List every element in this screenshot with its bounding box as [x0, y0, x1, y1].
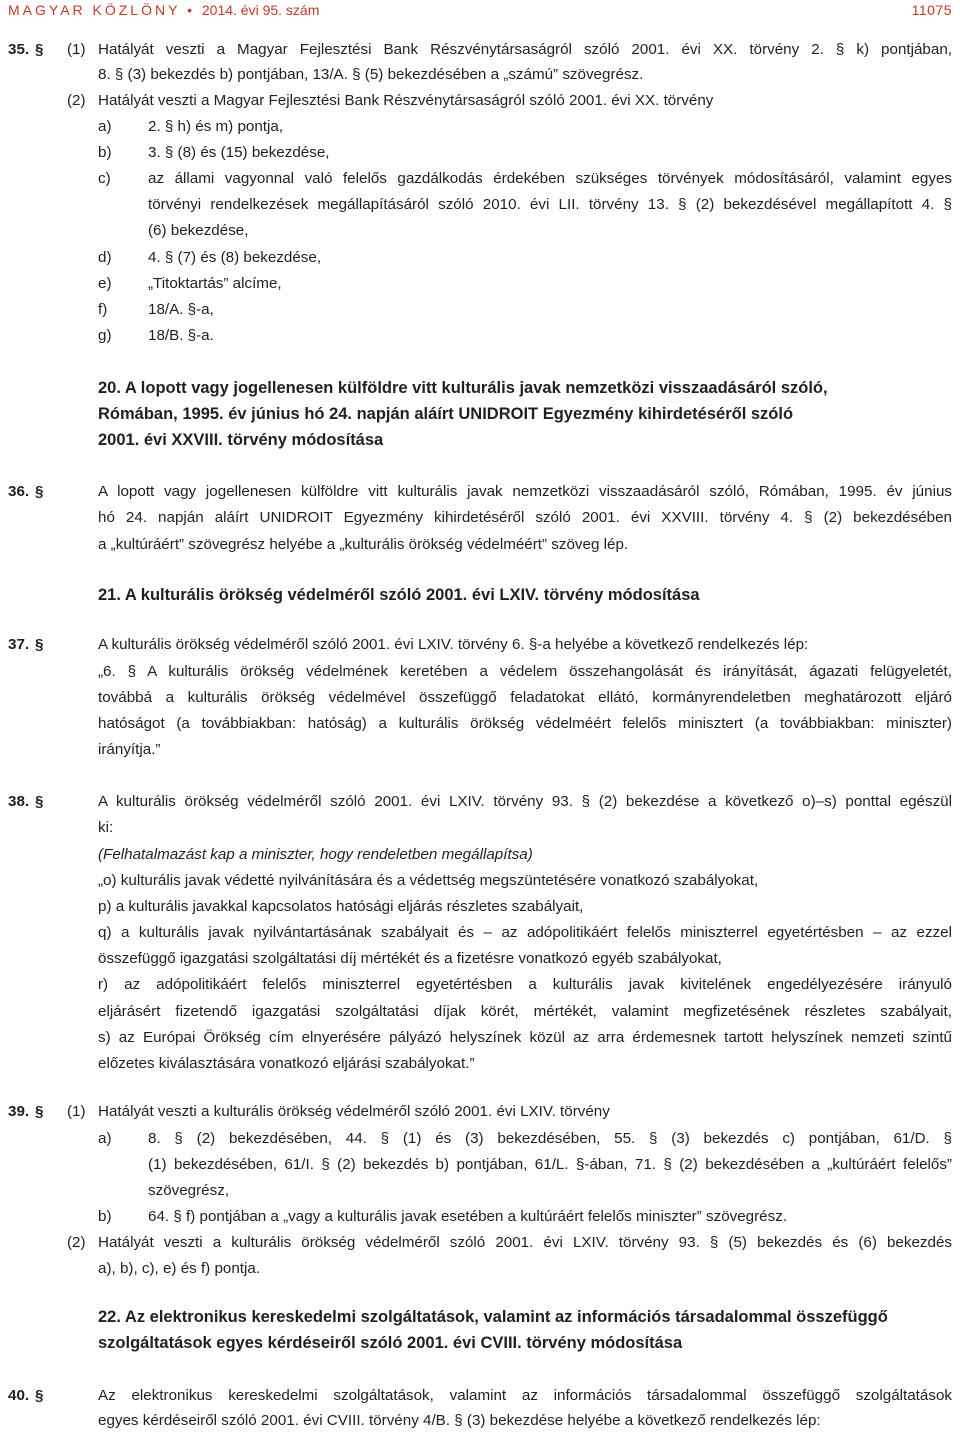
heading-line: Rómában, 1995. év június hó 24. napján aláírt UNIDROIT Egyezmény kihirdetéséről szóló — [98, 405, 794, 423]
quoted-text: „6. § A kulturális örökség védelmének keretében a védelem összehangolását és irányítását, ágazati felügyeletét, — [98, 663, 952, 680]
section-number: 39. — [8, 1103, 30, 1120]
section-sign: § — [35, 636, 44, 653]
section-sign: § — [35, 1387, 44, 1404]
section-text: A lopott vagy jogellenesen külföldre vitt kulturális javak nemzetközi visszaadásáról szóló, Rómában, 1995. év június — [98, 483, 952, 500]
section-sign: § — [35, 41, 44, 58]
section-text: hó 24. napján aláírt UNIDROIT Egyezmény kihirdetéséről szóló 2001. évi XXVIII. törvény 4. § (2) bekezdésében — [98, 509, 952, 526]
paragraph-mark: (1) — [67, 1103, 86, 1120]
paragraph-text: Hatályát veszti a Magyar Fejlesztési Bank Részvénytársaságról szóló 2001. évi XX. törvény 2. § k) pontjában, — [98, 41, 952, 58]
issue-number: 2014. évi 95. szám — [201, 2, 320, 18]
section-text: A kulturális örökség védelméről szóló 2001. évi LXIV. törvény 6. §-a helyébe a következő rendelkezés lép: — [98, 636, 809, 653]
item-mark: f) — [98, 301, 108, 318]
item-text: 4. § (7) és (8) bekezdése, — [148, 249, 322, 266]
paragraph-mark: (2) — [67, 1234, 86, 1251]
paragraph-text: Hatályát veszti a kulturális örökség védelméről szóló 2001. évi LXIV. törvény 93. § (5) bekezdés és (6) bekezdés — [98, 1234, 952, 1251]
item-mark: a) — [98, 1130, 112, 1147]
quoted-point: eljárásért fizetendő igazgatási szolgáltatási díjak körét, mértékét, valamint megfizetésének részletes szabályait, — [98, 1003, 952, 1020]
paragraph-mark: (1) — [67, 41, 86, 58]
section-text: Az elektronikus kereskedelmi szolgáltatások, valamint az információs társadalommal összefüggő szolgáltatások — [98, 1387, 952, 1404]
heading-line: 2001. évi XXVIII. törvény módosítása — [98, 431, 384, 449]
paragraph-mark: (2) — [67, 92, 86, 109]
item-mark: b) — [98, 1208, 112, 1225]
item-text: 3. § (8) és (15) bekezdése, — [148, 144, 330, 161]
section-text: ki: — [98, 819, 114, 836]
quoted-point: s) az Európai Örökség cím elnyerésére pályázó helyszínek közül az arra érdemesnek tartott helyszínek nemzeti szintű — [98, 1029, 952, 1046]
paragraph-text: Hatályát veszti a kulturális örökség védelméről szóló 2001. évi LXIV. törvény — [98, 1103, 610, 1120]
item-text: 64. § f) pontjában a „vagy a kulturális javak esetében a kultúráért felelős miniszter” szövegrész. — [148, 1208, 788, 1225]
quoted-point: r) az adópolitikáért felelős miniszterrel egyetértésben a kulturális javak kivitelének engedélyezésére irányuló — [98, 976, 952, 993]
section-number: 40. — [8, 1387, 30, 1404]
item-mark: c) — [98, 170, 111, 187]
section-text: egyes kérdéseiről szóló 2001. évi CVIII. törvény 4/B. § (3) bekezdése helyébe a következő rendelkezés lép: — [98, 1412, 821, 1429]
item-text: (1) bekezdésében, 61/I. § (2) bekezdés b) pontjában, 61/L. §-ában, 71. § (2) bekezdésében a „kultúráért felelős” — [148, 1156, 952, 1173]
item-text: „Titoktartás” alcíme, — [148, 275, 282, 292]
item-text: 8. § (2) bekezdésében, 44. § (1) és (3) bekezdésében, 55. § (3) bekezdés c) pontjában, 61/D. § — [148, 1130, 952, 1147]
item-mark: g) — [98, 327, 112, 344]
paragraph-text: Hatályát veszti a Magyar Fejlesztési Bank Részvénytársaságról szóló 2001. évi XX. törvény — [98, 92, 714, 109]
quoted-point: összefüggő igazgatási szolgáltatási díj mértékét és a fizetésre vonatkozó egyéb szabályokat, — [98, 950, 722, 967]
heading-line: 22. Az elektronikus kereskedelmi szolgáltatások, valamint az információs társadalommal összefüggő — [98, 1308, 888, 1326]
paragraph-text: a), b), c), e) és f) pontja. — [98, 1260, 261, 1277]
section-text: a „kultúráért” szövegrész helyébe a „kulturális örökség védelméért” szöveg lép. — [98, 536, 629, 553]
item-mark: b) — [98, 144, 112, 161]
section-sign: § — [35, 793, 44, 810]
heading-21: 21. A kulturális örökség védelméről szóló 2001. évi LXIV. törvény módosítása — [98, 586, 700, 604]
item-mark: d) — [98, 249, 112, 266]
item-mark: e) — [98, 275, 112, 292]
section-sign: § — [35, 483, 44, 500]
journal-title: MAGYAR KÖZLÖNY — [8, 2, 181, 18]
item-text: az állami vagyonnal való felelős gazdálkodás érdekében szükséges törvények módosításáról, valamint egyes — [148, 170, 952, 187]
section-number: 38. — [8, 793, 30, 810]
page-number: 11075 — [911, 2, 952, 18]
running-header — [8, 0, 952, 20]
item-text: 2. § h) és m) pontja, — [148, 118, 284, 135]
item-mark: a) — [98, 118, 112, 135]
italic-context-line: (Felhatalmazást kap a miniszter, hogy rendeletben megállapítsa) — [98, 846, 533, 863]
section-sign: § — [35, 1103, 44, 1120]
quoted-point: „o) kulturális javak védetté nyilvánítására és a védettség megszüntetésére vonatkozó szabályokat, — [98, 872, 759, 889]
paragraph-text: 8. § (3) bekezdés b) pontjában, 13/A. § (5) bekezdésében a „számú” szövegrész. — [98, 66, 644, 83]
item-text: 18/B. §-a. — [148, 327, 214, 344]
quoted-point: p) a kulturális javakkal kapcsolatos hatósági eljárás részletes szabályait, — [98, 898, 584, 915]
section-number: 37. — [8, 636, 30, 653]
quoted-text: hatóságot (a továbbiakban: hatóság) a kulturális örökség védelméért felelős minisztert (a továbbiakban: miniszter) — [98, 715, 952, 732]
heading-line: szolgáltatások egyes kérdéseiről szóló 2001. évi CVIII. törvény módosítása — [98, 1334, 683, 1352]
section-text: A kulturális örökség védelméről szóló 2001. évi LXIV. törvény 93. § (2) bekezdése a következő o)–s) ponttal egészül — [98, 793, 952, 810]
item-text: szövegrész, — [148, 1182, 230, 1199]
header-journal-issue — [8, 2, 319, 18]
item-text: (6) bekezdése, — [148, 222, 249, 239]
section-number: 36. — [8, 483, 30, 500]
section-number: 35. — [8, 41, 30, 58]
quoted-point: előzetes kiválasztására vonatkozó eljárási szabályokat.” — [98, 1055, 475, 1072]
quoted-text: továbbá a kulturális örökség védelmével összefüggő feladatokat ellátó, kormányrendeletben meghatározott eljáró — [98, 689, 952, 706]
quoted-point: q) a kulturális javak nyilvántartásának szabályait és – az adópolitikáért felelős miniszterrel egyetértésben – az ezzel — [98, 924, 952, 941]
bullet-separator: • — [187, 2, 195, 18]
item-text: 18/A. §-a, — [148, 301, 214, 318]
item-text: törvényi rendelkezések megállapításáról szóló 2010. évi LII. törvény 13. § (2) bekezdésével megállapított 4. § — [148, 196, 952, 213]
quoted-text: irányítja.” — [98, 741, 161, 758]
heading-line: 20. A lopott vagy jogellenesen külföldre vitt kulturális javak nemzetközi visszaadásáról szóló, — [98, 379, 828, 397]
